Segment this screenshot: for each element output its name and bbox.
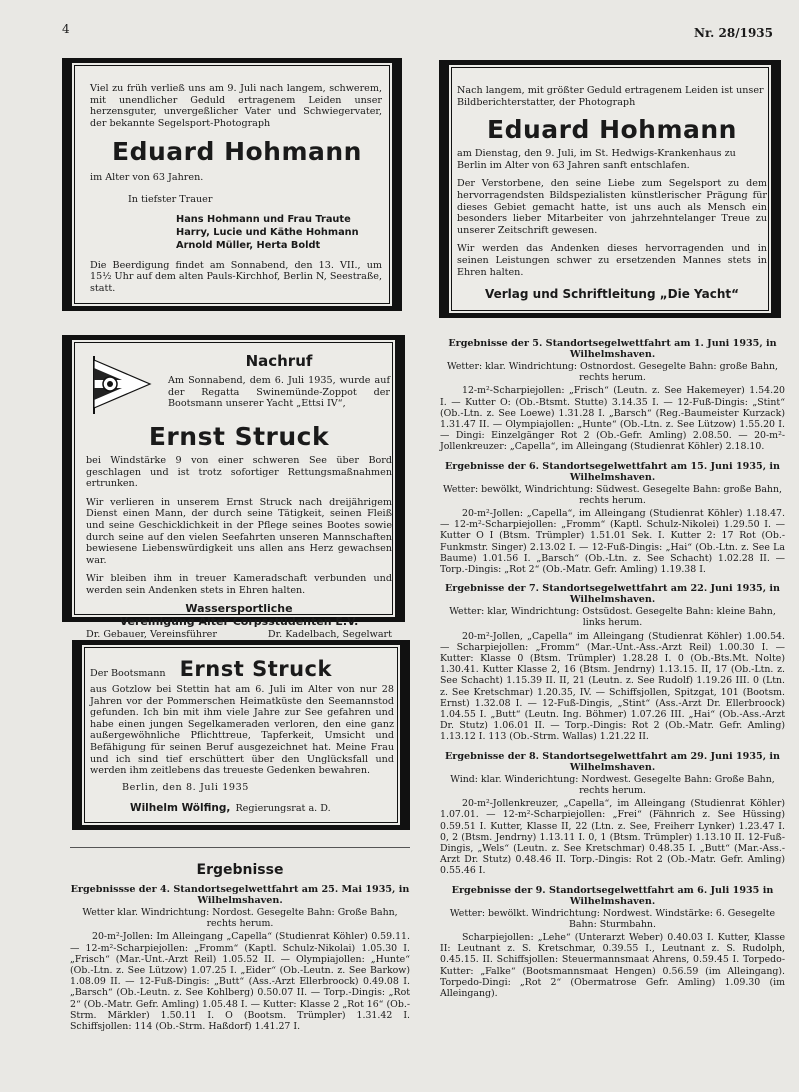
- deceased-name: Ernst Struck: [179, 657, 332, 681]
- regatta-results: 20-m²-Jollen: Im Alleingang „Capella“ (Studienrat Köhler) 0.59.11. — 12-m²-Scharpiejollen: „Fromm“ (Kaptl. Schulz-Nikolai) 1.05.30 I. „Frisch“ (Mar.-Unt.-Arzt Reil) 1.05.52 II. — Olympiajollen: „Hunte“ (Ob.-Ltn. z. See Lützow) 1.07.25 I. „Eider“ (Ob.-Leutn. z. See Barkow) 1.08.09 II. — 12-Fuß-Dingis: „Butt“ (Ass.-Arzt Ellerbroock) 0.49.08 I. „Barsch“ (Ob.-Leutn. z. See Kohlberg) 0.50.07 II. — Torp.-Dingis: „Rot 2“ (Ob.-Matr. Gefr. Amling) 1.05.48 I. — Kutter: Klasse 2 „Rot 16“ (Ob.-Strm. Märkler) 1.50.11 I. O (Bootsm. Trümpler) 1.31.42 I. Schiffsjollen: 114 (Ob.-Strm. Haßdorf) 1.41.27 I.: [70, 931, 410, 1033]
- publisher-signature: Verlag und Schriftleitung „Die Yacht“: [484, 287, 739, 302]
- regatta-results: 12-m²-Scharpiejollen: „Frisch“ (Leutn. z. See Hakemeyer) 1.54.20 I. — Kutter O: (Ob.-Btsmt. Stutte) 3.14.35 I. — 12-Fuß-Dingis: „Stint“ (Ob.-Ltn. z. See Loewe) 1.31.28 I. „Barsch“ (Reg.-Baumeister Kurzack) 1.31.47 II. — Olympiajollen: „Hunte“ (Ob.-Ltn. z. See Lützow) 1.55.20 I. — Dingi: Einzelgänger Rot 2 (Ob.-Gefr. Amling) 2.08.50. — 20-m²-Jollenkreuzer: „Capella“, im Alleingang (Studienrat Köhler) 2.18.10.: [440, 385, 785, 453]
- deceased-name: Ernst Struck: [148, 422, 330, 451]
- results-heading: Ergebnisse: [196, 862, 284, 878]
- notice-intro: Am Sonnabend, dem 6. Juli 1935, wurde auf der Regatta Swinemünde-Zoppot der Bootsmann unserer Yacht „Ettsi IV“,: [168, 375, 390, 410]
- notice-intro: Nach langem, mit größter Geduld ertragenem Leiden ist unser Bildberichterstatter, der Photograph: [457, 85, 764, 108]
- notice-text: Wir verlieren in unserem Ernst Struck nach dreijährigem Dienst einen Mann, der durch seine Tätigkeit, seinen Fleiß und seine Geschicklichkeit in der Pflege seines Bootes sowie durch seine auf den vielen Seefahrten unseren Mannschaften bewiesene Liebenswürdigkeit uns allen ans Herz gewachsen war.: [86, 496, 392, 566]
- regatta-title: Ergebnisse der 9. Standortsegelwettfahrt am 6. Juli 1935 in Wilhelmshaven.: [451, 884, 774, 907]
- obituary-notice-club: [62, 335, 405, 640]
- results-column-right: [440, 338, 785, 1007]
- issue-number: Nr. 28/1935: [693, 26, 773, 40]
- notice-prefix: Der Bootsmann: [90, 668, 166, 679]
- regatta-result: [440, 583, 785, 742]
- signer-name: Wilhelm Wölfing,: [130, 802, 231, 815]
- family-line: Hans Hohmann und Frau Traute: [176, 213, 351, 225]
- notice-text: bei Windstärke 9 von einer schweren See über Bord geschlagen und ist trotz sofortiger Rettungsmaßnahmen ertrunken.: [86, 455, 392, 490]
- notice-text: am Dienstag, den 9. Juli, im St. Hedwigs-Krankenhaus zu Berlin im Alter von 63 Jahren sanft entschlafen.: [457, 148, 736, 171]
- notice-text: Wir bleiben ihm in treuer Kameradschaft verbunden und werden sein Andenken stets in Ehren halten.: [86, 573, 392, 596]
- regatta-results: 20-m²-Jollen: „Capella“, im Alleingang (Studienrat Köhler) 1.18.47. — 12-m²-Scharpiejollen: „Fromm“ (Kaptl. Schulz-Nikolei) 1.29.50 I. — Kutter O I (Btsm. Trümpler) 1.51.01 Sek. I. Kutter 2: 17 Rot (Ob.-Funkmstr. Singer) 2.13.02 I. — 12-Fuß-Dingis: „Hai“ (Ob.-Ltn. z. See La Baume) 1.01.56 I. „Barsch“ (Ob.-Ltn. z. See Schacht) 1.02.28 II. — Torp.-Dingis: „Rot 2“ (Ob.-Matr. Gefr. Amling) 1.19.38 I.: [440, 508, 785, 576]
- deceased-age: im Alter von 63 Jahren.: [90, 172, 204, 184]
- club-pennant-icon: [88, 354, 154, 420]
- club-name: Wassersportliche: [185, 601, 293, 615]
- notice-intro: Viel zu früh verließ uns am 9. Juli nach langem, schwerem, mit unendlicher Geduld ertragenem Leiden unser herzensguter, unvergeßlicher Vater und Schwiegervater, der bekannte Segelsport-Photograph: [90, 83, 382, 129]
- regatta-results: 20-m²-Jollen, „Capella“ im Alleingang (Studienrat Köhler) 1.00.54. — Scharpiejollen: „Fromm“ (Mar.-Unt.-Ass.-Arzt Reil) 1.00.30 I. — Kutter: Klasse 0 (Btsm. Trümpler) 1.28.28 I. 0 (Ob.-Bts.Mt. Nolte) 1.30.41. Kutter Klasse 2, 16 (Btsm. Jendrny) 1.13.15. II, 17 (Ob.-Ltn. z. See Schacht) 1.15.39 II. II, 21 (Leutn. z. See Rudolf) 1.19.26 III. 0 (Ltn. z. See Kretschmar) 1.20.35, IV. — Schiffsjollen, Spitzgat, 101 (Bootsm. Ernst) 1.32.08 I. — 12-Fuß-Dingis, „Stint“ (Ass.-Arzt Dr. Ellerbroock) 1.04.55 I. „Butt“ (Leutn. Ing. Böhmer) 1.07.26 III. „Hai“ (Ob.-Ass.-Arzt Dr. Stutz) 1.06.01 II. — Torp.-Dingis: Rot 2 (Ob.-Matr. Gefr. Amling) 1.13.12 I. 113 (Ob.-Strm. Wallas) 1.21.22 II.: [440, 630, 785, 743]
- regatta-conditions: Wetter klar. Windrichtung: Nordost. Gesegelte Bahn: Große Bahn, rechts herum.: [82, 907, 398, 930]
- regatta-title: Ergebnissse der 4. Standortsegelwettfahrt am 25. Mai 1935, in Wilhelmshaven.: [70, 884, 410, 906]
- mourning-line: In tiefster Trauer: [128, 193, 213, 205]
- notice-text: Der Verstorbene, den seine Liebe zum Segelsport zu dem hervorragendsten Bildspezialisten künstlerischer Prägung für dieses Gebiet gemacht hatte, ist uns auch als Mensch ein besonders lieber Mitarbeiter von jahrzehntelanger Treue zu unserer Zeitschrift gewesen.: [457, 178, 767, 236]
- notice-text: aus Gotzlow bei Stettin hat am 6. Juli im Alter von nur 28 Jahren vor der Pommerschen Heimatküste den Seemannstod gefunden. Ich bin mit ihm viele Jahre zur See gefahren und habe einen jungen Segelkameraden verloren, den eine ganz außergewöhnliche Pflichttreue, Tapferkeit, Umsicht und Befähigung für seinen Beruf ausgezeichnet hat. Meine Frau und ich sind tief erschüttert über den Unglücksfall und werden ihm zeitlebens das treueste Gedenken bewahren.: [90, 684, 394, 777]
- place-date: Berlin, den 8. Juli 1935: [122, 781, 250, 793]
- regatta-results: 20-m²-Jollenkreuzer, „Capella“, im Alleingang (Studienrat Köhler) 1.07.01. — 12-m²-Scharpiejollen: „Frei“ (Fähnrich z. See Hüssing) 0.59.51 I. Kutter, Klasse II, 22 (Ltn. z. See, Freiherr Lynker) 1.23.47 I. 0, 2 (Btsm. Jendrny) 1.13.11 I. 0, 1 (Btsm. Trümpler) 1.13.10 II. 12-Fuß-Dingis, „Wels“ (Leutn. z. See Kretschmar) 0.48.35 I. „Butt“ (Mar.-Ass.-Arzt Dr. Stutz) 0.48.46 II. Torp.-Dingis: Rot 2 (Ob.-Matr. Gefr. Amling) 0.55.46 I.: [440, 798, 785, 877]
- signer-title: Regierungsrat a. D.: [235, 803, 331, 815]
- regatta-title: Ergebnisse der 6. Standortsegelwettfahrt am 15. Juni 1935, in Wilhelmshaven.: [444, 460, 780, 483]
- funeral-info: Die Beerdigung findet am Sonnabend, den 13. VII., um 15½ Uhr auf dem alten Pauls-Kirchhof, Berlin N, Seestraße, statt.: [90, 259, 382, 294]
- deceased-name: Eduard Hohmann: [487, 115, 737, 145]
- results-column-left: [70, 884, 410, 1040]
- regatta-result: [440, 461, 785, 576]
- notice-text: Wir werden das Andenken dieses hervorragenden und in seinen Leistungen schwer zu ersetzenden Mannes stets in Ehren halten.: [457, 243, 767, 278]
- obituary-notice-family: [62, 58, 402, 311]
- regatta-title: Ergebnisse der 8. Standortsegelwettfahrt am 29. Juni 1935, in Wilhelmshaven.: [444, 750, 780, 773]
- regatta-results: Scharpiejollen: „Lehe“ (Unterarzt Weber) 0.40.03 I. Kutter, Klasse II: Leutnant z. S. Kretschmar, 0.39.55 I., Leutnant z. S. Rudolph, 0.45.15. II. Schiffsjollen: Steuermannsmaat Ahrens, 0.59.45 I. Torpedo-Kutter: „Falke“ (Bootsmannsmaat Hengen) 0.56.59 (im Alleingang). Torpedo-Dingi: „Rot 2“ (Obermatrose Gefr. Amling) 1.09.30 (im Alleingang).: [440, 931, 785, 999]
- regatta-conditions: Wetter: klar. Windrichtung: Ostnordost. Gesegelte Bahn: große Bahn, rechts herum.: [446, 361, 779, 384]
- club-name: Vereinigung Alter Corpsstudenten E.V.: [119, 614, 359, 628]
- family-line: Harry, Lucie und Käthe Hohmann: [176, 226, 359, 238]
- regatta-result: [440, 751, 785, 877]
- regatta-result: [440, 338, 785, 453]
- page-number: 4: [62, 22, 70, 36]
- obituary-notice-personal: [72, 640, 410, 830]
- deceased-name: Eduard Hohmann: [112, 137, 362, 167]
- regatta-conditions: Wetter: bewölkt. Windrichtung: Nordwest. Windstärke: 6. Gesegelte Bahn: Sturmbahn.: [449, 907, 776, 930]
- regatta-title: Ergebnisse der 5. Standortsegelwettfahrt am 1. Juni 1935, in Wilhelmshaven.: [448, 338, 777, 360]
- family-line: Arnold Müller, Herta Boldt: [176, 239, 321, 251]
- notice-heading: Nachruf: [245, 352, 313, 370]
- signature-left: Dr. Gebauer, Vereinsführer: [86, 628, 217, 640]
- section-divider: [70, 847, 410, 848]
- obituary-notice-publisher: [439, 60, 781, 318]
- regatta-conditions: Wetter: klar, Windrichtung: Ostsüdost. Gesegelte Bahn: kleine Bahn, links herum.: [449, 606, 776, 629]
- regatta-title: Ergebnisse der 7. Standortsegelwettfahrt am 22. Juni 1935, in Wilhelmshaven.: [444, 583, 780, 606]
- signature-right: Dr. Kadelbach, Segelwart: [267, 628, 392, 640]
- regatta-conditions: Wetter: bewölkt, Windrichtung: Südwest. Gesegelte Bahn: große Bahn, rechts herum.: [443, 483, 782, 506]
- regatta-result: [440, 885, 785, 1000]
- regatta-result: [70, 884, 410, 1032]
- regatta-conditions: Wind: klar. Winderichtung: Nordwest. Gesegelte Bahn: Große Bahn, rechts herum.: [450, 773, 775, 796]
